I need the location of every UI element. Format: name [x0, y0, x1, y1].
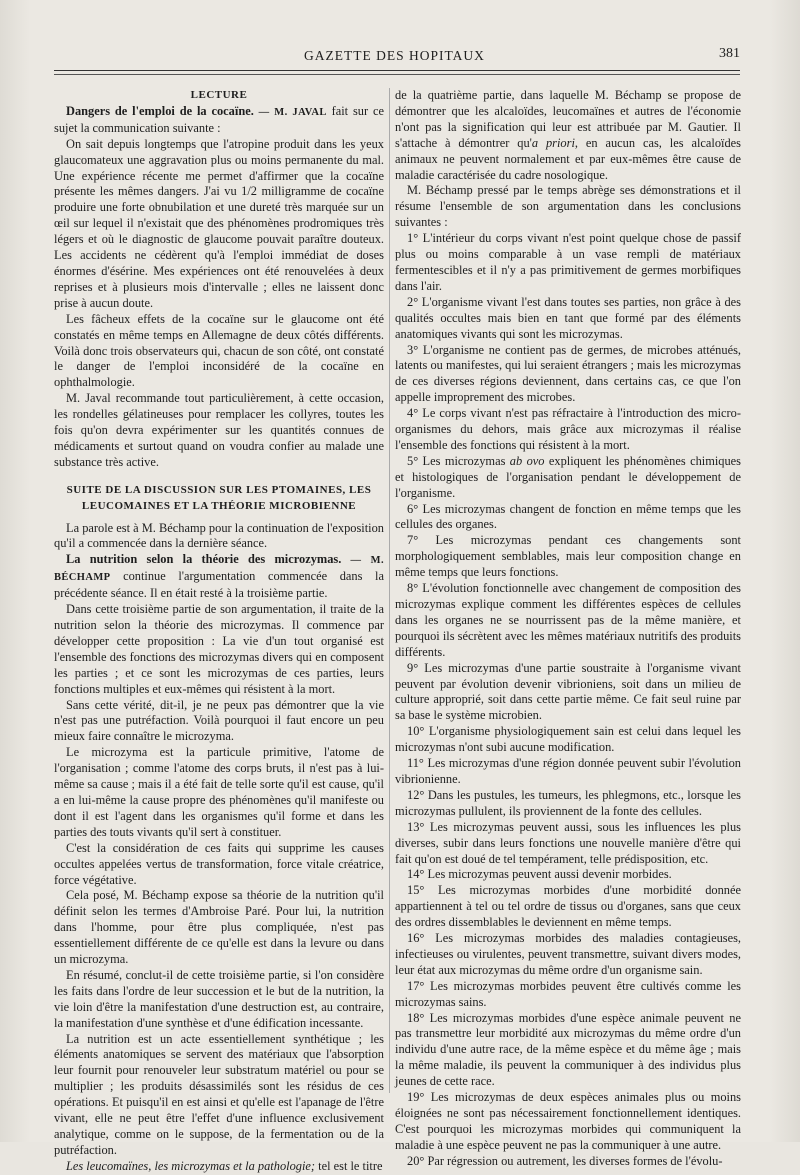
paragraph: Cela posé, M. Béchamp expose sa théorie de la nutrition qu'il définit selon les termes d'Ambroise Paré. Pour lui, la nutrition dans l'homme, pour être plus compliquée, n'est pas essentiellement différente de ce qu'elle est dans la levure ou dans un microzyma. — [54, 888, 384, 967]
conclusion-item: 19° Les microzymas de deux espèces animales plus ou moins éloignées ne sont pas nécessairement fonctionnellement identiques. C'est pourquoi les microzymas morbides qui communiquent la maladie à une espèce peuvent ne pas la communiquer à une autre. — [395, 1090, 741, 1152]
paragraph — [54, 552, 384, 602]
left-column — [54, 88, 384, 1175]
header-rule-double — [54, 74, 740, 75]
conclusion-item: 8° L'évolution fonctionnelle avec changement de composition des microzymas explique comment les différentes espèces de cellules dans les organes ne se nourrissent pas de la même manière, et pourquoi ils sécrètent avec les mêmes matériaux nutritifs des produits différents. — [395, 581, 741, 659]
paragraph — [54, 1159, 384, 1175]
paragraph: Les fâcheux effets de la cocaïne sur le glaucome ont été constatés en même temps en Allemagne de deux côtés différents. Voilà donc trois observateurs qui, chacun de son côté, ont constaté le danger de l'emploi inconsidéré de la cocaïne en ophthalmologie. — [54, 311, 384, 390]
conclusion-item — [395, 454, 741, 502]
conclusion-item: 15° Les microzymas morbides d'une morbidité donnée appartiennent à tel ou tel ordre de tissus ou d'organes, sans que ceux des ordres dissemblables le deviennent en même temps. — [395, 883, 741, 930]
italic-phrase: a priori — [531, 135, 575, 150]
section-title-lecture: LECTURE — [190, 89, 248, 101]
paragraph: En résumé, conclut-il de cette troisième partie, si l'on considère les faits dans l'ordre de leur succession et le but de la nutrition, la vie loin d'être la manifestation d'une destruction est, au contraire, la manifestation d'une synthèse et d'une édification incessante. — [54, 967, 384, 1030]
conclusion-item: 7° Les microzymas pendant ces changements sont morphologiquement semblables, mais leur composition change en même temps que leurs fonctions. — [395, 533, 741, 580]
conclusion-item: 9° Les microzymas d'une partie soustraite à l'organisme vivant peuvent par évolution devenir vibrioniens, soit dans un milieu de culture approprié, soit dans cette partie même. Ce fait seul ruine par sa base le système microbien. — [395, 660, 741, 723]
paragraph: C'est la considération de ces faits qui supprime les causes occultes appelées vertus de transformation, force vitale créatrice, force végétative. — [54, 840, 384, 887]
conclusion-item: 18° Les microzymas morbides d'une espèce animale peuvent ne pas transmettre leur morbidité aux microzymas du même ordre d'un individu d'une autre race, de la même espèce et du même âge ; mais la même maladie, ils peuvent la communiquer à des individus plus jeunes de cette race. — [395, 1010, 741, 1089]
paragraph-text: 5° Les microzymas — [407, 453, 510, 468]
paragraph: La parole est à M. Béchamp pour la continuation de l'exposition qu'il a commencée dans la dernière séance. — [54, 520, 384, 551]
paragraph-text: de la quatrième partie, dans laquelle M. Béchamp se propose de démontrer que les alcaloïdes, leucomaïnes et autres de l'économie n'ont pas la signification qui leur est attribuée par M. Gautier. Il s'attache à démontrer qu' — [395, 88, 741, 150]
author-name: — M. BÉCHAMP — [54, 555, 384, 584]
conclusion-item: 2° L'organisme vivant l'est dans toutes ses parties, non grâce à des qualités occultes mais bien en tant que formé par des éléments anatomiques vivants qui sont les microzymas. — [395, 294, 741, 341]
paragraph: La nutrition est un acte essentiellement synthétique ; les éléments anatomiques se servent des matériaux que l'absorption leur fournit pour renouveler leur substratum matériel ou pour se multiplier ; les produits désassimilés sont les résidus de ces opérations. Et puisqu'il en est ainsi et qu'elle est l'apanage de l'être vivant, elle ne peut être l'effet d'une influence exclusivement analytique, comme on le suppose, de la fermentation ou de la putréfaction. — [54, 1031, 384, 1157]
section-title-discussion: SUITE DE LA DISCUSSION SUR LES PTOMAINES, LES LEUCOMAINES ET LA THÉORIE MICROBIENNE — [66, 483, 372, 512]
conclusion-item: 12° Dans les pustules, les tumeurs, les phlegmons, etc., lorsque les microzymas pullulent, ils proviennent de la fonte des cellules. — [395, 787, 741, 818]
conclusion-item: 3° L'organisme ne contient pas de germes, de microbes atténués, latents ou manifestes, qui lui seraient étrangers ; mais les microzymas de ces diverses régions deviennent, dans certains cas, ce que l'on appelle improprement des microbes. — [395, 342, 741, 405]
running-title: GAZETTE DES HOPITAUX — [304, 48, 485, 63]
conclusion-item: 16° Les microzymas morbides des maladies contagieuses, infectieuses ou virulentes, peuvent transmettre, suivant divers modes, leur état aux microzymas du même ordre d'un organisme sain. — [395, 931, 741, 977]
paragraph: M. Javal recommande tout particulièrement, à cette occasion, les rondelles gélatineuses pour remplacer les collyres, toutes les fois qu'on devra expérimenter sur les quantités connues de médicaments et surtout quand on voudra confier au malade une substance très active. — [54, 391, 384, 469]
column-divider — [389, 88, 390, 1093]
conclusion-item: 10° L'organisme physiologiquement sain est celui dans lequel les microzymas n'ont subi aucune modification. — [395, 724, 741, 755]
page-number: 381 — [719, 46, 740, 61]
conclusion-item: 20° Par régression ou autrement, les diverses formes de l'évolu- — [407, 1153, 723, 1168]
article-lead: Dangers de l'emploi de la cocaïne. — [66, 103, 254, 118]
conclusion-item: 14° Les microzymas peuvent aussi devenir morbides. — [407, 867, 672, 882]
conclusion-item: 1° L'intérieur du corps vivant n'est point quelque chose de passif plus ou moins comparable à un vase rempli de matériaux fermentescibles et il n'y a pas primitivement de germes morbifiques dans l'air. — [395, 231, 741, 293]
paragraph: M. Béchamp pressé par le temps abrège ses démonstrations et il résume l'ensemble de son argumentation dans les conclusions suivantes : — [395, 183, 741, 230]
conclusion-item: 13° Les microzymas peuvent aussi, sous les influences les plus diverses, subir dans leurs fonctions une nouvelle manière d'être qui fait qu'on est doué de tel tempérament, telle prédisposition, etc. — [395, 819, 741, 866]
page-header — [54, 44, 740, 68]
right-column — [395, 88, 741, 1170]
conclusion-item: 11° Les microzymas d'une région donnée peuvent subir l'évolution vibrionienne. — [395, 756, 741, 786]
italic-title: Les leucomaïnes, les microzymas et la pathologie; — [66, 1158, 316, 1173]
paragraph-text: fait sur ce sujet la communication suivante : — [54, 103, 384, 135]
conclusion-item: 6° Les microzymas changent de fonction en même temps que les cellules des organes. — [395, 501, 741, 532]
paragraph: Sans cette vérité, dit-il, je ne peux pas démontrer que la vie n'est pas une putréfaction. Voilà pourquoi il faut encore un peu mieux faire connaître le microzyma. — [54, 697, 384, 744]
paragraph: Dans cette troisième partie de son argumentation, il traite de la nutrition selon la théorie des microzymas. Il commence par développer cette proposition : La vie d'un tout organisé est l'ensemble des fonctions des microzymas divers qui en composent les parties ; et ce sont les microzymas de ces parties, leurs fonctions multiples et eux-mêmes qui résistent à la mort. — [54, 602, 384, 696]
paragraph — [395, 88, 741, 183]
paragraph: On sait depuis longtemps que l'atropine produit dans les yeux glaucomateux une aggravation plus ou moins permanente du mal. Une expérience récente me permet d'affirmer que la cocaïne présente les mêmes dangers. J'ai vu 1/2 milligramme de cocaïne produire une forte obnubilation et une dureté très marquée sur un œil sur lequel il n'existait que des phénomènes prodromiques très légers et où le diagnostic de glaucome pouvait paraître douteux. Les accidents ne cédèrent qu'à l'emploi immédiat de doses énormes d'ésérine. Mes expériences ont été renouvelées à deux reprises et à plusieurs mois d'intervalle ; elles ne laissent donc prise à aucun doute. — [54, 136, 384, 310]
paragraph — [54, 104, 384, 137]
paragraph-text: , en aucun cas, les alcaloïdes animaux ne peuvent normalement et par eux-mêmes être cause de maladie caractérisée du cadre nosologique. — [395, 135, 741, 182]
article-lead: La nutrition selon la théorie des microzymas. — [66, 552, 342, 567]
paragraph-text: tel est le titre — [315, 1158, 383, 1173]
paragraph-text: expliquent les phénomènes chimiques et histologiques de l'organisation pendant le développement de l'organisme. — [395, 453, 742, 500]
author-name: — M. JAVAL — [253, 106, 327, 118]
conclusion-item: 17° Les microzymas morbides peuvent être cultivés comme les microzymas sains. — [395, 978, 741, 1009]
conclusion-item: 4° Le corps vivant n'est pas réfractaire à l'introduction des micro-organismes du dehors, mais grâce aux microzymas il réalise l'ensemble des fonctions qui résistent à la mort. — [395, 406, 741, 452]
italic-phrase: ab ovo — [509, 453, 545, 468]
header-rule — [54, 70, 740, 71]
paragraph: Le microzyma est la particule primitive, l'atome de l'organisation ; comme l'atome des corps bruts, il n'est pas à lui-même sa cause ; mais il a été fait de telle sorte qu'il est cause, qu'il a en lui-même la cause propre des phénomènes qu'il manifeste ou dont il est l'agent dans les organismes qu'il forme et dans les parties des touts vivants qu'il sert à constituer. — [54, 745, 384, 839]
paragraph-text: continue l'argumentation commencée dans la précédente séance. Il en était resté à la troisième partie. — [54, 569, 384, 601]
